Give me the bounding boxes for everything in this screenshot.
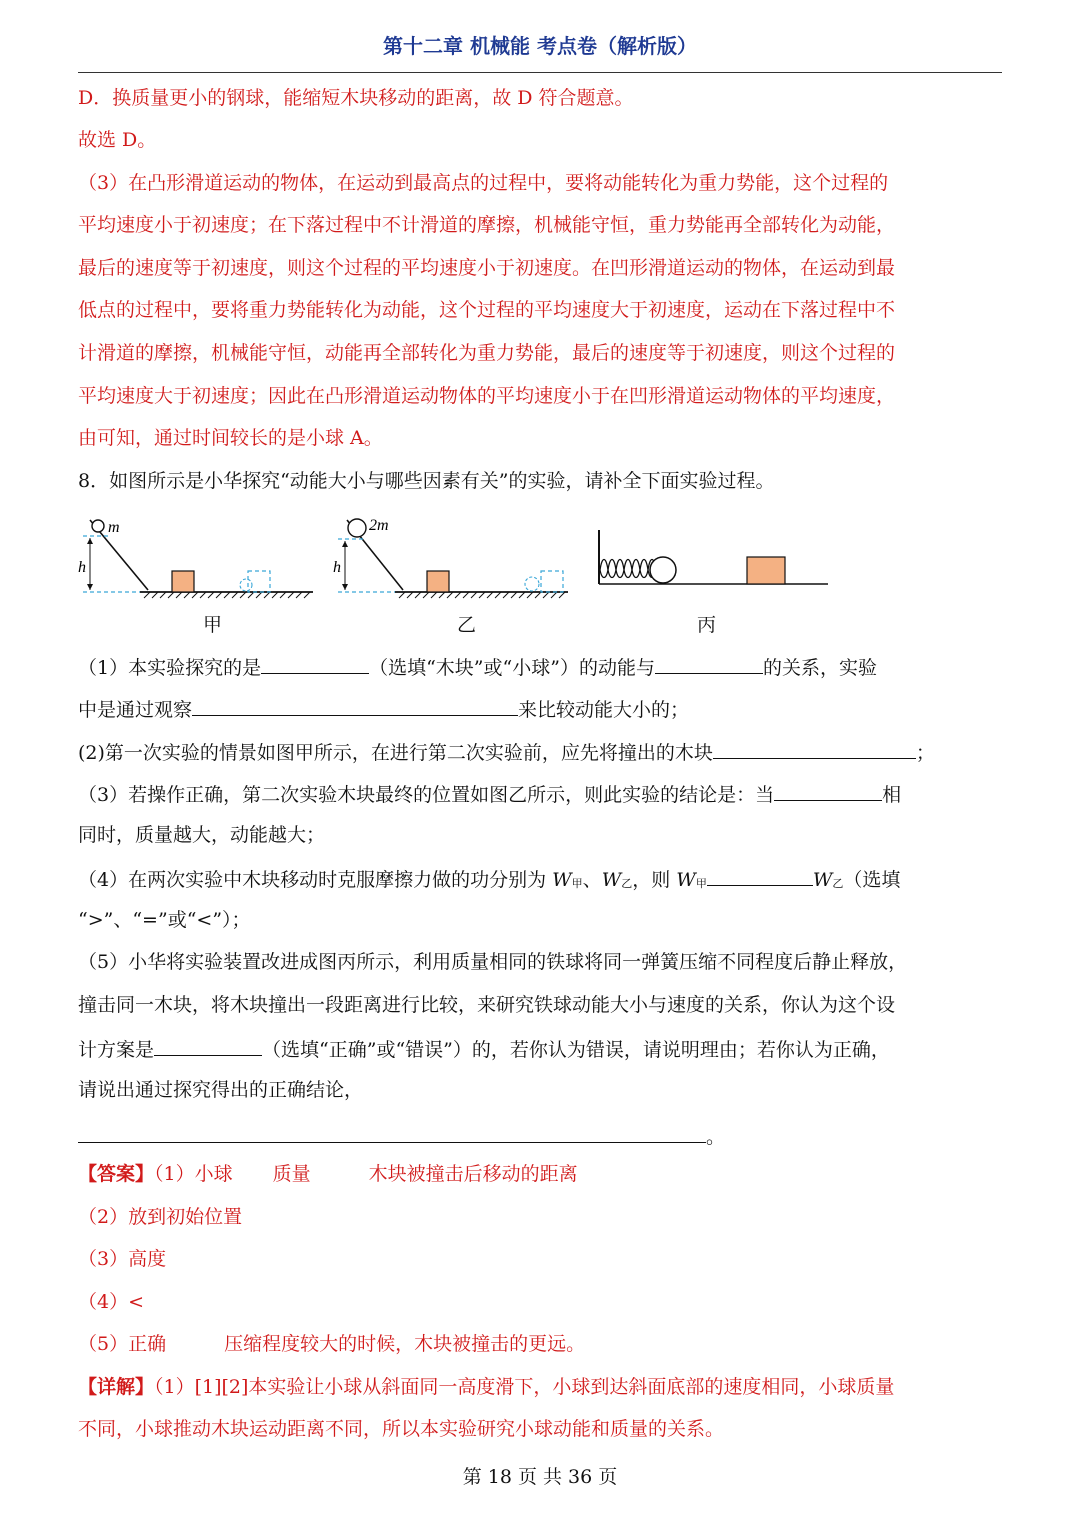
detail-line-2: 不同，小球推动木块运动距离不同，所以本实验研究小球动能和质量的关系。 [78, 1418, 725, 1440]
subquestion-3-line2: 同时，质量越大，动能越大； [78, 824, 326, 846]
figure-caption-jia: 甲 [203, 614, 223, 636]
work-symbol: W [552, 869, 572, 891]
figure-jia [78, 512, 318, 607]
solution-part3-line: 计滑道的摩擦，机械能守恒，动能再全部转化为重力势能，最后的速度等于初速度，则这个过程的 [78, 342, 896, 364]
q1-text-c: 的关系，实验 [762, 657, 877, 679]
solution-part3-line: 平均速度大于初速度；因此在凸形滑道运动物体的平均速度小于在凹形滑道运动物体的平均速度， [78, 385, 896, 407]
q5-text-c: 计方案是 [78, 1039, 155, 1061]
subquestion-2 [78, 738, 1002, 765]
subquestion-1-line1 [78, 653, 1002, 680]
work-symbol: W [676, 869, 696, 891]
figure-caption-bing: 丙 [697, 614, 717, 636]
subscript-jia: 甲 [695, 877, 707, 890]
solution-part3-line: （3）在凸形滑道运动的物体，在运动到最高点的过程中，要将动能转化为重力势能，这个过程的 [78, 172, 889, 194]
solution-part3-line: 最后的速度等于初速度，则这个过程的平均速度小于初速度。在凹形滑道运动的物体，在运动到最 [78, 257, 896, 279]
q5-end: 。 [706, 1126, 726, 1148]
answer-1: （1）小球 [154, 1163, 233, 1185]
detail-text-1: （1）[1][2]本实验让小球从斜面同一高度滑下，小球到达斜面底部的速度相同，小球质量 [154, 1376, 895, 1398]
solution-choose: 故选 D。 [78, 129, 157, 151]
subquestion-1-line2 [78, 695, 1002, 722]
q4-tail: （选填 [843, 869, 901, 891]
solution-part3-line: 低点的过程中，要将重力势能转化为动能，这个过程的平均速度大于初速度，运动在下落过程中不 [78, 299, 896, 321]
answer-3: （3）高度 [78, 1248, 167, 1270]
subquestion-4-line2: “>”、“=”或“<”）； [78, 909, 251, 931]
q1-text-e: 来比较动能大小的； [518, 699, 690, 721]
separator: 、 [582, 869, 602, 891]
answer-blank[interactable] [192, 695, 518, 716]
subquestion-4-line1 [78, 865, 1002, 896]
answer-blank[interactable] [707, 865, 813, 886]
answer-line-1 [78, 1162, 1002, 1186]
figure-bing [596, 524, 836, 594]
q3-text-b: 相 [882, 784, 902, 806]
q1-text-d: 中是通过观察 [78, 699, 193, 721]
answer-2: （2）放到初始位置 [78, 1206, 243, 1228]
subscript-yi: 乙 [832, 877, 844, 890]
subscript-yi: 乙 [621, 877, 633, 890]
q4-then: ，则 [632, 869, 671, 891]
q2-end: ； [915, 742, 935, 764]
detail-tag: 【详解】 [78, 1376, 155, 1398]
answer-blank[interactable] [261, 653, 369, 674]
answer-blank[interactable] [154, 1035, 262, 1056]
q2-text: (2)第一次实验的情景如图甲所示，在进行第二次实验前，应先将撞出的木块 [78, 742, 713, 764]
answer-blank[interactable] [78, 1122, 706, 1143]
height-label-h: h [78, 559, 86, 576]
mass-label-2m: 2m [369, 517, 389, 534]
subquestion-5-line: （5）小华将实验装置改进成图丙所示，利用质量相同的铁球将同一弹簧压缩不同程度后静止释放， [78, 951, 908, 973]
solution-part3-line: 平均速度小于初速度；在下落过程中不计滑道的摩擦，机械能守恒，重力势能再全部转化为动能， [78, 214, 896, 236]
answer-5-b: 压缩程度较大的时候，木块被撞击的更远。 [224, 1333, 586, 1355]
page-header-title: 第十二章 机械能 考点卷（解析版） [383, 34, 697, 58]
subquestion-5-line5 [78, 1122, 1002, 1149]
q4-text-a: （4）在两次实验中木块移动时克服摩擦力做的功分别为 [78, 869, 547, 891]
page-footer: 第 18 页 共 36 页 [462, 1466, 618, 1488]
solution-part3-line: 由可知，通过时间较长的是小球 A。 [78, 427, 383, 449]
q5-text-d: （选填“正确”或“错误”）的，若你认为错误，请说明理由；若你认为正确， [262, 1039, 890, 1061]
answer-blank[interactable] [774, 780, 882, 801]
solution-line-d: D．换质量更小的钢球，能缩短木块移动的距离，故 D 符合题意。 [78, 87, 634, 109]
answer-blank[interactable] [713, 738, 916, 759]
answer-1-b: 质量 [272, 1163, 311, 1185]
header-rule [78, 72, 1002, 73]
subquestion-5-line: 撞击同一木块，将木块撞出一段距离进行比较，来研究铁球动能大小与速度的关系，你认为这个设 [78, 994, 896, 1016]
answer-4: （4）< [78, 1291, 145, 1313]
answer-tag: 【答案】 [78, 1163, 155, 1185]
answer-5 [78, 1332, 1002, 1356]
subquestion-5-line3 [78, 1035, 1002, 1062]
height-label-h: h [333, 559, 341, 576]
answer-1-c: 木块被撞击后移动的距离 [368, 1163, 578, 1185]
q3-text-a: （3）若操作正确，第二次实验木块最终的位置如图乙所示，则此实验的结论是：当 [78, 784, 775, 806]
answer-blank[interactable] [655, 653, 763, 674]
subquestion-5-line4: 请说出通过探究得出的正确结论， [78, 1079, 364, 1101]
subquestion-3-line1 [78, 780, 1002, 807]
figure-caption-yi: 乙 [457, 614, 477, 636]
work-symbol: W [601, 869, 622, 891]
detail-line-1 [78, 1375, 1002, 1399]
q1-text-a: （1）本实验探究的是 [78, 657, 262, 679]
question-stem: 8．如图所示是小华探究“动能大小与哪些因素有关”的实验，请补全下面实验过程。 [78, 470, 775, 492]
answer-5-a: （5）正确 [78, 1333, 167, 1355]
figure-yi [333, 512, 573, 607]
subscript-jia: 甲 [571, 877, 583, 890]
q1-text-b: （选填“木块”或“小球”）的动能与 [369, 657, 655, 679]
work-symbol: W [812, 869, 833, 891]
mass-label-m: m [108, 519, 120, 536]
